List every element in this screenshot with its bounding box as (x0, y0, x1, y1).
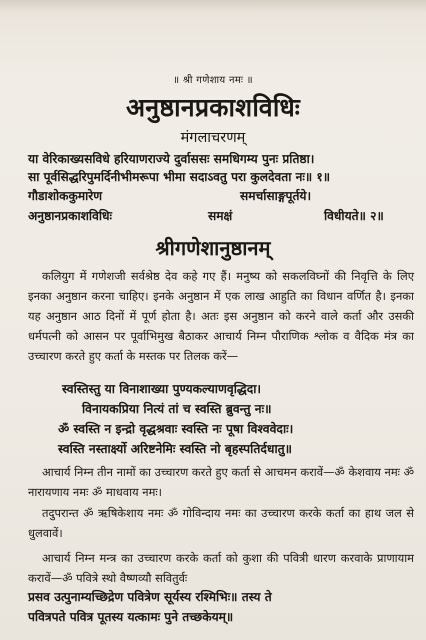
verse-line-2: सा पूर्वसिद्धरिपुमर्दिनीभीमरूपा भीमा सदाऽवतु परा कुलदेवता नः॥ १॥ (28, 170, 331, 184)
verse-line-3-left: गौडाशोककुमारेण (28, 189, 103, 203)
paragraph-4: आचार्य निम्न मन्त्र का उच्चारण करके कर्ता को कुशा की पवित्री धारण करवाके प्राणायाम करावें—ॐ पवित्रे स्थो वैष्णव्यौ सवितुर्वः (28, 551, 414, 585)
invocation-line: ॥ श्री गणेशाय नमः ॥ (173, 75, 253, 86)
page-top-bleed (0, 0, 426, 14)
verse-line-1: या वेरिकाख्यसविधे हरियाणराज्ये दुर्वाससः समधिगम्य पुनः प्रतिष्ठा। (28, 152, 315, 166)
verse-line-4-right: विधीयते॥ २॥ (324, 209, 384, 223)
main-title: अनुष्ठानप्रकाशविधिः (125, 93, 301, 122)
verse-line-3-right: समर्चासाङ्गपूर्तये। (240, 189, 312, 203)
mantra-line-2: विनायकप्रिया नित्यं तां च स्वस्ति ब्रुवन्तु नः॥ (82, 402, 272, 416)
paragraph-3: तदुपरान्त ॐ ऋषिकेशाय नमः ॐ गोविन्दाय नमः का उच्चारण करके कर्ता का हाथ जल से धुलवावें। (28, 506, 414, 540)
mantra-line-1: स्वस्तिस्तु या विनाशाख्या पुण्यकल्याणवृद्धिदा। (62, 382, 262, 396)
paragraph-1: कलियुग में गणेशजी सर्वश्रेष्ठ देव कहे गए हैं। मनुष्य को सकलविघ्नों की निवृत्ति के लिए इनका अनुष्ठान करना चाहिए। इनके अनुष्ठान में एक लाख आहुति का विधान वर्णित है। इनका यह अनुष्ठान आठ दिनों में पूर्ण होता है। अतः इस अनुष्ठान को करने वाले कर्ता और उसकी धर्मपत्नी को आसन पर पूर्वाभिमुख बैठाकर आचार्य निम्न पौराणिक श्लोक व वैदिक मंत्र का उच्चारण करते हुए कर्ता के मस्तक पर तिलक करें— (28, 269, 414, 363)
final-line-2: पवित्रपते पवित्र पूतस्य यत्कामः पुने तच्छकेयम्॥ (28, 610, 234, 624)
mantra-line-3: ॐ स्वस्ति न इन्द्रो वृद्धश्रवाः स्वस्ति नः पूषा विश्ववेदाः। (58, 422, 294, 436)
final-line-1: प्रसव उत्पुनाम्यच्छिद्रेण पवित्रेण सूर्यस्य रश्मिभिः॥ तस्य ते (28, 590, 272, 604)
mantra-line-4: स्वस्ति नस्तार्क्ष्यो अरिष्टनेमिः स्वस्ति नो बृहस्पतिर्दधातु॥ (58, 442, 293, 456)
section-title: श्रीगणेशानुष्ठानम् (155, 236, 271, 260)
verse-line-4-mid: समक्षं (208, 209, 233, 223)
sub-title: मंगलाचरणम् (180, 130, 246, 146)
verse-line-4-left: अनुष्ठानप्रकाशविधिः (28, 209, 112, 223)
paragraph-2: आचार्य निम्न तीन नामों का उच्चारण करते हुए कर्ता से आचमन करावें—ॐ केशवाय नमः ॐ नारायणाय नमः ॐ माधवाय नमः। (28, 465, 414, 499)
